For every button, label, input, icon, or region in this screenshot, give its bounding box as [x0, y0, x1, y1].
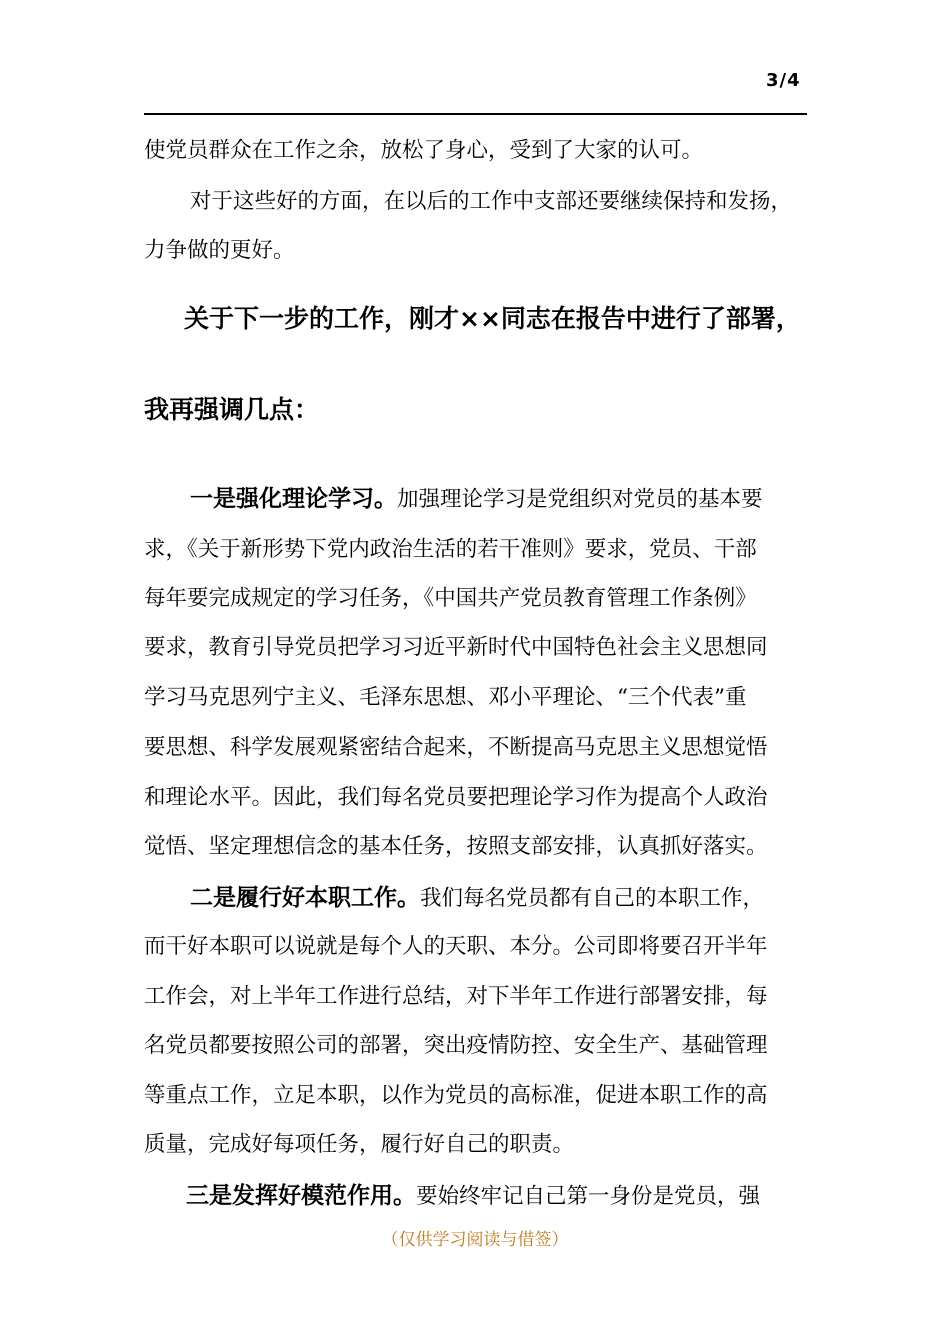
paragraph-line: 和理论水平。因此，我们每名党员要把理论学习作为提高个人政治	[144, 785, 768, 810]
paragraph-text: 我们每名党员都有自己的本职工作，	[420, 886, 765, 911]
paragraph-text: 加强理论学习是党组织对党员的基本要	[397, 487, 763, 512]
point-lead: 三是发挥好模范作用。	[186, 1183, 416, 1209]
paragraph-line: 等重点工作，立足本职，以作为党员的高标准，促进本职工作的高	[144, 1083, 768, 1108]
section-heading: 我再强调几点：	[144, 395, 320, 424]
paragraph-line: 求，《关于新形势下党内政治生活的若干准则》要求，党员、干部	[144, 537, 757, 562]
paragraph-line: 质量，完成好每项任务，履行好自己的职责。	[144, 1132, 575, 1157]
paragraph-line: 觉悟、坚定理想信念的基本任务，按照支部安排，认真抓好落实。	[144, 834, 768, 859]
paragraph-line: 要求，教育引导党员把学习习近平新时代中国特色社会主义思想同	[144, 635, 768, 660]
point-lead: 一是强化理论学习。	[190, 486, 397, 512]
paragraph-line	[190, 484, 860, 515]
paragraph-line: 名党员都要按照公司的部署，突出疫情防控、安全生产、基础管理	[144, 1033, 768, 1058]
page-number: 3/4	[766, 70, 801, 91]
footer-note: （仅供学习阅读与借签）	[381, 1230, 569, 1250]
paragraph-line: 而干好本职可以说就是每个人的天职、本分。公司即将要召开半年	[144, 934, 768, 959]
paragraph-line	[190, 883, 860, 914]
paragraph-line: 工作会，对上半年工作进行总结，对下半年工作进行部署安排，每	[144, 984, 768, 1009]
paragraph-line: 要思想、科学发展观紧密结合起来，不断提高马克思主义思想觉悟	[144, 735, 768, 760]
paragraph-line: 每年要完成规定的学习任务，《中国共产党员教育管理工作条例》	[144, 586, 757, 611]
paragraph-line: 学习马克思列宁主义、毛泽东思想、邓小平理论、“三个代表”重	[144, 685, 747, 710]
paragraph-line: 力争做的更好。	[144, 238, 295, 263]
paragraph-text: 要始终牢记自己第一身份是党员，强	[416, 1184, 761, 1209]
paragraph-line: 使党员群众在工作之余，放松了身心，受到了大家的认可。	[144, 138, 704, 163]
paragraph-line	[186, 1181, 856, 1212]
header-divider	[144, 113, 807, 115]
paragraph-line: 对于这些好的方面，在以后的工作中支部还要继续保持和发扬，	[190, 189, 793, 214]
section-heading: 关于下一步的工作，刚才××同志在报告中进行了部署，	[184, 304, 801, 333]
point-lead: 二是履行好本职工作。	[190, 885, 420, 911]
